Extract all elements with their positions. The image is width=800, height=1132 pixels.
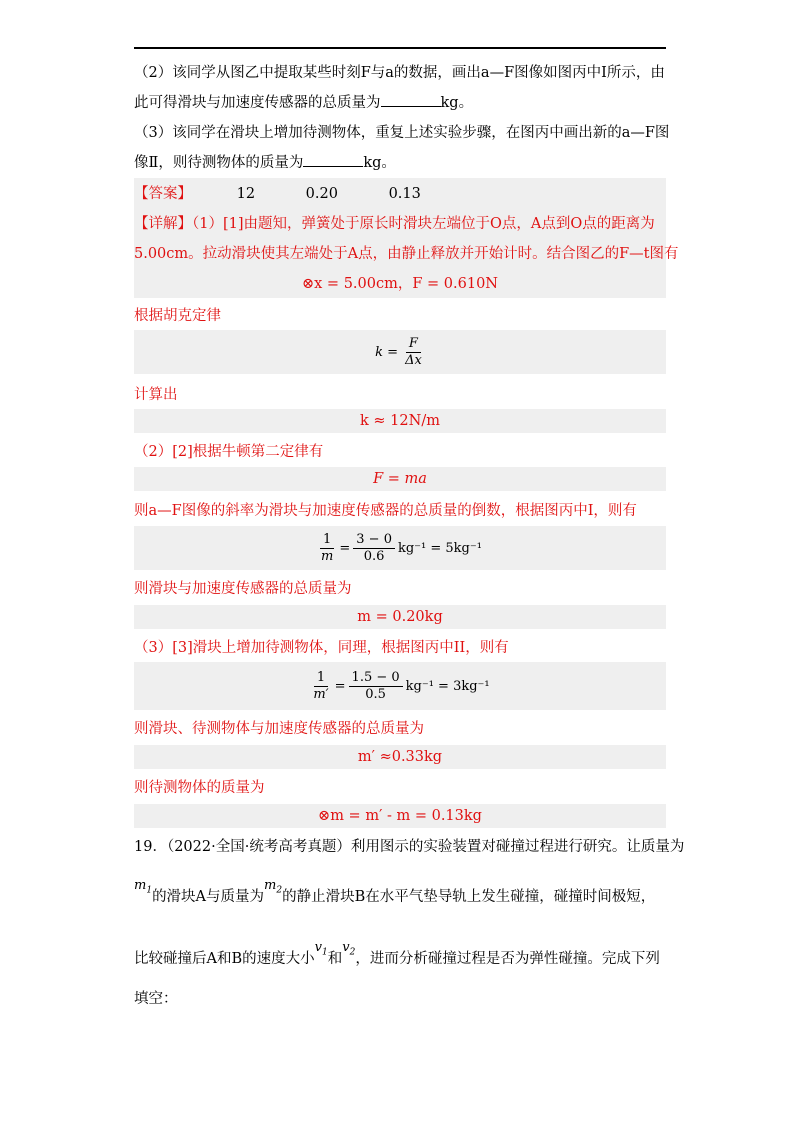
q2-line2-pre: 此可得滑块与加速度传感器的总质量为 [134, 95, 381, 111]
final-result: ⊗m = m′ - m = 0.13kg [318, 808, 482, 824]
q19-line2-mid: 的滑块A与质量为 [152, 889, 265, 905]
f1-equals: = [339, 540, 351, 556]
k-num: F [406, 336, 421, 353]
k-fraction [402, 336, 425, 369]
f1-num: 3 − 0 [353, 532, 395, 549]
k-lhs: k = [375, 344, 399, 360]
detail-line1 [134, 213, 666, 235]
q2-line2 [134, 92, 666, 114]
q2-line2-post: kg。 [440, 95, 474, 111]
slope-text: 则a—F图像的斜率为滑块与加速度传感器的总质量的倒数，根据图丙中Ⅰ，则有 [134, 503, 637, 519]
f1-rest: kg⁻¹ = 5kg⁻¹ [397, 540, 482, 556]
f2-lhs-den: m′ [313, 686, 329, 702]
hooke-text: 根据胡克定律 [134, 308, 221, 324]
mp-result: m′ ≈0.33kg [357, 749, 443, 765]
k-result: k ≈ 12N/m [360, 413, 440, 429]
f1-den: 0.6 [363, 548, 385, 564]
q19-he: 和 [327, 951, 343, 967]
q2-detail-head: （2）[2]根据牛顿第二定律有 [134, 444, 324, 460]
top-rule [134, 47, 666, 49]
f1-lhs-den: m [321, 548, 334, 564]
eq-displacement-force: ⊗x = 5.00cm，F = 0.610N [302, 276, 498, 292]
detail-text1: （1）[1]由题知，弹簧处于原长时滑块左端位于O点，A点到O点的距离为 [192, 216, 655, 232]
m1-symbol: $m_1$ [134, 878, 153, 896]
newton-formula: F = ma [373, 471, 427, 487]
answer-value-1: 12 [236, 186, 256, 202]
v2-symbol: $v_2$ [342, 940, 356, 958]
f1-formula [134, 529, 666, 567]
q19-line2 [134, 878, 666, 914]
f1-lhs-fraction [318, 532, 336, 565]
answer-line [134, 183, 666, 205]
q3-line1: （3）该同学在滑块上增加待测物体，重复上述实验步骤，在图丙中画出新的a—F图 [134, 125, 670, 141]
q19-line2-post: 的静止滑块B在水平气垫导轨上发生碰撞，碰撞时间极短， [282, 889, 656, 905]
detail-line2: 5.00cm。拉动滑块使其左端处于A点，由静止释放并开始计时。结合图乙的F—t图有 [134, 246, 679, 262]
total-mass-text: 则滑块、待测物体与加速度传感器的总质量为 [134, 721, 424, 737]
f2-den: 0.5 [365, 686, 386, 702]
answer-value-3: 0.13 [388, 186, 421, 202]
f2-lhs-num: 1 [314, 670, 328, 687]
q19-line4: 填空： [134, 991, 178, 1007]
f2-rhs-fraction [349, 670, 403, 703]
calc-text: 计算出 [134, 387, 178, 403]
f1-rhs-fraction [353, 532, 395, 565]
m2-symbol: $m_2$ [264, 878, 283, 896]
q3-detail-head: （3）[3]滑块上增加待测物体，同理，根据图丙中II，则有 [134, 640, 509, 656]
v1-symbol: $v_1$ [314, 940, 328, 958]
mass-text: 则滑块与加速度传感器的总质量为 [134, 581, 352, 597]
f2-rest: kg⁻¹ = 3kg⁻¹ [405, 678, 490, 694]
hooke-formula [134, 333, 666, 371]
f2-lhs-fraction [310, 670, 331, 703]
answer-value-2: 0.20 [305, 186, 338, 202]
q19-line1: 19．（2022·全国·统考高考真题）利用图示的实验装置对碰撞过程进行研究。让质量为 [134, 839, 685, 855]
detail-label: 【详解】 [134, 216, 192, 232]
q3-answer-blank [303, 152, 363, 167]
m-result: m = 0.20kg [357, 609, 443, 625]
f2-formula [134, 666, 666, 706]
q19-line3-pre: 比较碰撞后A和B的速度大小 [134, 951, 315, 967]
object-mass-text: 则待测物体的质量为 [134, 780, 265, 796]
q3-line2 [134, 152, 666, 174]
f1-lhs-num: 1 [320, 532, 334, 549]
answer-label: 【答案】 [134, 186, 192, 202]
f2-num: 1.5 − 0 [349, 670, 403, 687]
q19-line3-post: ，进而分析碰撞过程是否为弹性碰撞。完成下列 [355, 951, 660, 967]
q2-answer-blank [381, 92, 441, 107]
q3-line2-pre: 像Ⅱ，则待测物体的质量为 [134, 155, 304, 171]
q2-line1: （2）该同学从图乙中提取某些时刻F与a的数据，画出a—F图像如图丙中Ⅰ所示，由 [134, 65, 665, 81]
k-den: Δx [405, 352, 422, 368]
q19-line3 [134, 940, 666, 976]
q3-line2-post: kg。 [363, 155, 396, 171]
f2-equals: = [334, 678, 346, 694]
